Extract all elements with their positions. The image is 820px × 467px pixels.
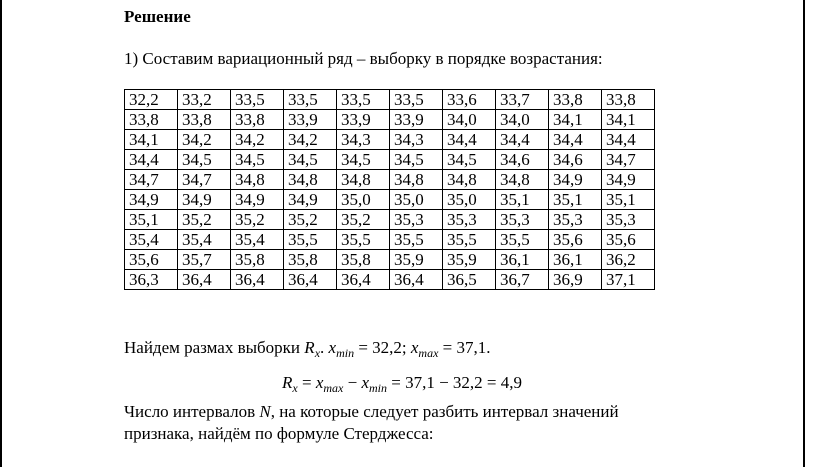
right-border-line bbox=[803, 0, 805, 467]
table-cell: 34,2 bbox=[284, 130, 337, 150]
range-formula bbox=[282, 373, 522, 393]
table-cell: 34,6 bbox=[496, 150, 549, 170]
solution-heading: Решение bbox=[124, 7, 191, 26]
variation-series-table bbox=[124, 89, 655, 290]
table-cell: 34,8 bbox=[390, 170, 443, 190]
table-cell: 34,8 bbox=[443, 170, 496, 190]
table-cell: 33,8 bbox=[178, 110, 231, 130]
table-cell: 34,2 bbox=[231, 130, 284, 150]
table-cell: 34,9 bbox=[602, 170, 655, 190]
formula-xmax: x bbox=[315, 373, 324, 392]
table-row bbox=[125, 90, 655, 110]
table-cell: 36,4 bbox=[231, 270, 284, 290]
table-row bbox=[125, 210, 655, 230]
table-cell: 35,8 bbox=[231, 250, 284, 270]
table-cell: 36,4 bbox=[337, 270, 390, 290]
table-cell: 34,4 bbox=[496, 130, 549, 150]
table-cell: 35,6 bbox=[125, 250, 178, 270]
table-row bbox=[125, 230, 655, 250]
formula-minus: − bbox=[343, 373, 362, 392]
table-cell: 35,0 bbox=[337, 190, 390, 210]
table-cell: 36,5 bbox=[443, 270, 496, 290]
left-border-line bbox=[0, 0, 2, 467]
table-cell: 34,8 bbox=[284, 170, 337, 190]
table-cell: 33,5 bbox=[390, 90, 443, 110]
table-cell: 34,7 bbox=[602, 150, 655, 170]
table-cell: 34,0 bbox=[496, 110, 549, 130]
table-cell: 32,2 bbox=[125, 90, 178, 110]
max-subscript: max bbox=[418, 346, 439, 360]
range-text: Найдем размах выборки bbox=[124, 338, 305, 357]
xmin-value: = 32,2; bbox=[354, 338, 411, 357]
table-cell: 34,5 bbox=[390, 150, 443, 170]
step2-after: , на которые следует разбить интервал значений признака, найдём по формуле Стерджесса: bbox=[124, 402, 619, 443]
table-cell: 35,2 bbox=[337, 210, 390, 230]
table-cell: 33,9 bbox=[284, 110, 337, 130]
table-cell: 35,1 bbox=[549, 190, 602, 210]
table-cell: 33,5 bbox=[231, 90, 284, 110]
table-cell: 34,8 bbox=[231, 170, 284, 190]
table-cell: 34,1 bbox=[602, 110, 655, 130]
table-cell: 35,1 bbox=[496, 190, 549, 210]
table-cell: 33,8 bbox=[231, 110, 284, 130]
table-cell: 33,5 bbox=[337, 90, 390, 110]
table-cell: 34,5 bbox=[284, 150, 337, 170]
table-cell: 34,9 bbox=[125, 190, 178, 210]
table-cell: 35,4 bbox=[178, 230, 231, 250]
formula-max-subscript: max bbox=[323, 381, 344, 395]
table-cell: 33,7 bbox=[496, 90, 549, 110]
table-cell: 33,9 bbox=[337, 110, 390, 130]
table-cell: 35,1 bbox=[125, 210, 178, 230]
table-cell: 35,4 bbox=[125, 230, 178, 250]
table-cell: 34,1 bbox=[549, 110, 602, 130]
table-cell: 34,7 bbox=[125, 170, 178, 190]
table-row bbox=[125, 250, 655, 270]
table-cell: 35,2 bbox=[178, 210, 231, 230]
table-cell: 37,1 bbox=[602, 270, 655, 290]
table-cell: 34,9 bbox=[549, 170, 602, 190]
table-row bbox=[125, 170, 655, 190]
step2-text bbox=[124, 401, 684, 445]
table-cell: 35,3 bbox=[443, 210, 496, 230]
table-cell: 34,2 bbox=[178, 130, 231, 150]
formula-result: = 37,1 − 32,2 = 4,9 bbox=[387, 373, 523, 392]
xmin-symbol: x bbox=[328, 338, 337, 357]
table-cell: 34,3 bbox=[337, 130, 390, 150]
table-cell: 35,8 bbox=[284, 250, 337, 270]
table-cell: 35,3 bbox=[602, 210, 655, 230]
table-row bbox=[125, 190, 655, 210]
table-cell: 34,4 bbox=[443, 130, 496, 150]
formula-min-subscript: min bbox=[369, 381, 387, 395]
table-cell: 34,8 bbox=[337, 170, 390, 190]
table-cell: 36,9 bbox=[549, 270, 602, 290]
table-cell: 35,5 bbox=[496, 230, 549, 250]
table-cell: 35,9 bbox=[443, 250, 496, 270]
table-cell: 34,4 bbox=[602, 130, 655, 150]
table-cell: 36,4 bbox=[284, 270, 337, 290]
separator: . bbox=[320, 338, 329, 357]
intervals-symbol: N bbox=[259, 402, 271, 421]
table-cell: 34,3 bbox=[390, 130, 443, 150]
table-row bbox=[125, 130, 655, 150]
table-cell: 35,5 bbox=[337, 230, 390, 250]
table-cell: 36,4 bbox=[178, 270, 231, 290]
range-symbol: R bbox=[304, 338, 315, 357]
table-cell: 34,5 bbox=[443, 150, 496, 170]
xmax-value: = 37,1. bbox=[438, 338, 491, 357]
table-cell: 34,4 bbox=[125, 150, 178, 170]
table-cell: 35,2 bbox=[231, 210, 284, 230]
table-cell: 36,4 bbox=[390, 270, 443, 290]
min-subscript: min bbox=[336, 346, 355, 360]
table-cell: 36,3 bbox=[125, 270, 178, 290]
formula-r: R bbox=[282, 373, 293, 392]
table-cell: 33,6 bbox=[443, 90, 496, 110]
table-cell: 33,8 bbox=[549, 90, 602, 110]
table-cell: 34,1 bbox=[125, 130, 178, 150]
table-cell: 35,0 bbox=[390, 190, 443, 210]
table-cell: 33,8 bbox=[125, 110, 178, 130]
table-cell: 34,9 bbox=[231, 190, 284, 210]
table-cell: 35,2 bbox=[284, 210, 337, 230]
range-subscript: x bbox=[314, 346, 321, 360]
table-cell: 34,8 bbox=[496, 170, 549, 190]
table-cell: 35,5 bbox=[390, 230, 443, 250]
formula-r-subscript: x bbox=[292, 381, 298, 395]
table-cell: 34,5 bbox=[231, 150, 284, 170]
formula-equals: = bbox=[297, 373, 316, 392]
table-cell: 33,9 bbox=[390, 110, 443, 130]
range-description bbox=[124, 338, 491, 358]
table-cell: 33,5 bbox=[284, 90, 337, 110]
table-row bbox=[125, 150, 655, 170]
table-cell: 35,7 bbox=[178, 250, 231, 270]
table-cell: 34,4 bbox=[549, 130, 602, 150]
table-cell: 35,5 bbox=[284, 230, 337, 250]
formula-xmin: x bbox=[361, 373, 369, 392]
table-cell: 33,8 bbox=[602, 90, 655, 110]
table-cell: 36,1 bbox=[496, 250, 549, 270]
table-row bbox=[125, 110, 655, 130]
table-cell: 33,2 bbox=[178, 90, 231, 110]
table-cell: 35,3 bbox=[549, 210, 602, 230]
table-cell: 35,3 bbox=[390, 210, 443, 230]
table-cell: 35,9 bbox=[390, 250, 443, 270]
table-cell: 34,5 bbox=[178, 150, 231, 170]
table-cell: 35,6 bbox=[549, 230, 602, 250]
table-cell: 34,9 bbox=[178, 190, 231, 210]
table-cell: 34,7 bbox=[178, 170, 231, 190]
table-cell: 35,5 bbox=[443, 230, 496, 250]
table-cell: 36,7 bbox=[496, 270, 549, 290]
table-cell: 36,2 bbox=[602, 250, 655, 270]
table-cell: 35,0 bbox=[443, 190, 496, 210]
table-cell: 35,3 bbox=[496, 210, 549, 230]
table-cell: 35,6 bbox=[602, 230, 655, 250]
step1-text: 1) Составим вариационный ряд – выборку в порядке возрастания: bbox=[124, 49, 603, 68]
step2-before: Число интервалов bbox=[124, 402, 260, 421]
table-cell: 34,0 bbox=[443, 110, 496, 130]
table-cell: 34,9 bbox=[284, 190, 337, 210]
table-row bbox=[125, 270, 655, 290]
table-cell: 35,4 bbox=[231, 230, 284, 250]
table-cell: 36,1 bbox=[549, 250, 602, 270]
table-cell: 34,5 bbox=[337, 150, 390, 170]
table-cell: 35,8 bbox=[337, 250, 390, 270]
xmax-symbol: x bbox=[410, 338, 419, 357]
table-cell: 34,6 bbox=[549, 150, 602, 170]
table-cell: 35,1 bbox=[602, 190, 655, 210]
